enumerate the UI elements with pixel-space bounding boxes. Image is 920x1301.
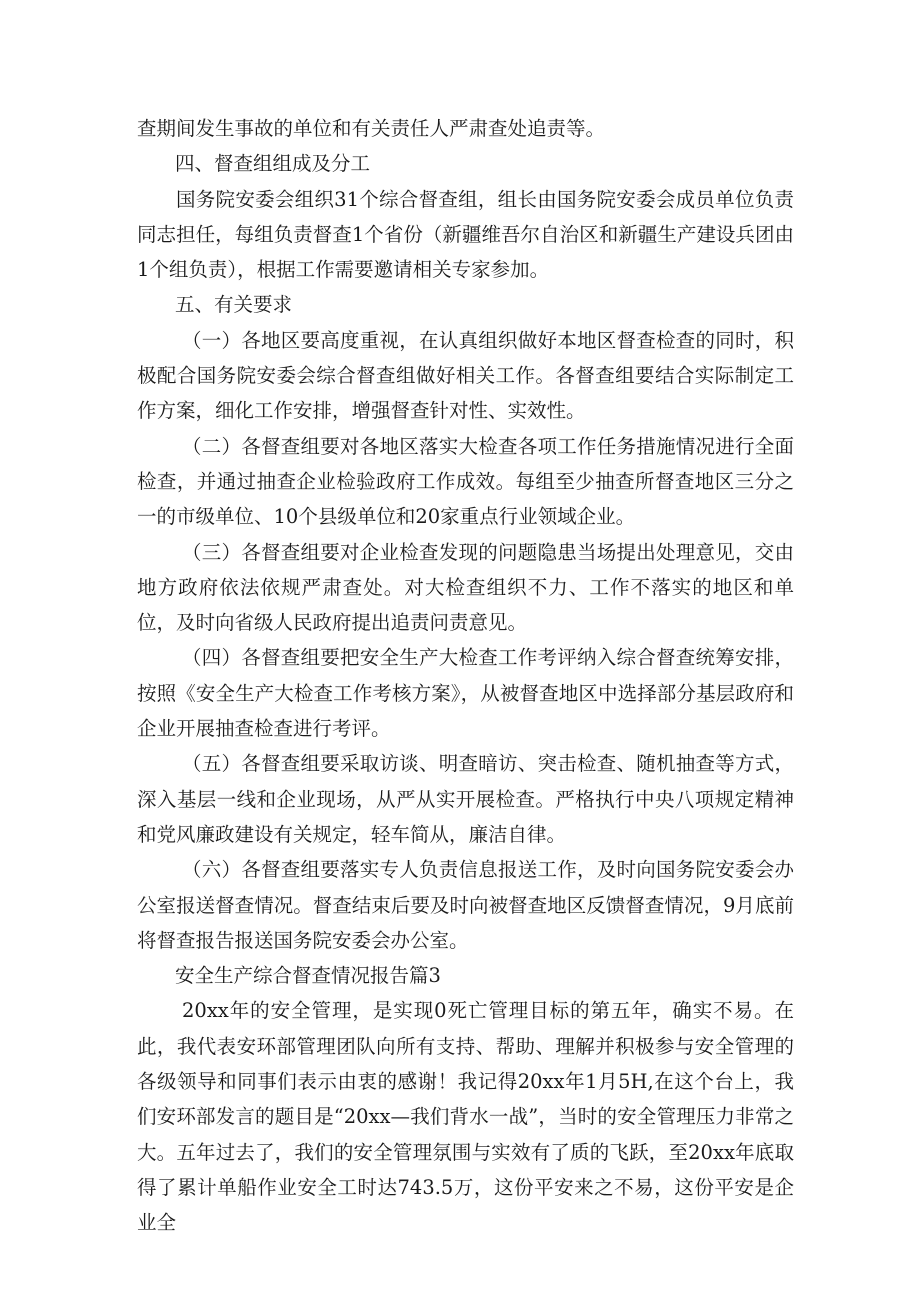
requirement-item-2: （二）各督查组要对各地区落实大检查各项工作任务措施情况进行全面检查，并通过抽查企业检验政府工作成效。每组至少抽查所督查地区三分之一的市级单位、10个县级单位和20家重点行业领域企业。 (137, 434, 794, 529)
section-heading-four: 四、督查组组成及分工 (175, 152, 371, 176)
requirement-item-5: （五）各督查组要采取访谈、明查暗访、突击检查、随机抽查等方式，深入基层一线和企业现场，从严从实开展检查。严格执行中央八项规定精神和党风廉政建设有关规定，轻车简从，廉洁自律。 (137, 752, 794, 846)
requirement-item-1: （一）各地区要高度重视，在认真组织做好本地区督查检查的同时，积极配合国务院安委会综合督查组做好相关工作。各督查组要结合实际制定工作方案，细化工作安排，增强督查针对性、实效性。 (137, 328, 794, 423)
report-section-title: 安全生产综合督查情况报告篇3 (175, 964, 441, 988)
paragraph-safety-management: 20xx年的安全管理，是实现0死亡管理目标的第五年，确实不易。在此，我代表安环部管理团队向所有支持、帮助、理解并积极参与安全管理的各级领导和同事们表示由衷的感谢！我记得20xx年1月5H,在这个台上，我们安环部发言的题目是“20xx—我们背水一战”，当时的安全管理压力非常之大。五年过去了，我们的安全管理氛围与实效有了质的飞跃，至20xx年底取得了累计单船作业安全工时达743.5万，这份平安来之不易，这份平安是企业全 (137, 999, 794, 1235)
requirement-item-3: （三）各督查组要对企业检查发现的问题隐患当场提出处理意见，交由地方政府依法依规严肃查处。对大检查组织不力、工作不落实的地区和单位，及时向省级人民政府提出追责问责意见。 (137, 540, 794, 635)
paragraph-inspection-groups: 国务院安委会组织31个综合督查组，组长由国务院安委会成员单位负责同志担任，每组负责督查1个省份（新疆维吾尔自治区和新疆生产建设兵团由1个组负责），根据工作需要邀请相关专家参加。 (137, 187, 794, 282)
requirement-item-4: （四）各督查组要把安全生产大检查工作考评纳入综合督查统筹安排，按照《安全生产大检查工作考核方案》，从被督查地区中选择部分基层政府和企业开展抽查检查进行考评。 (137, 646, 794, 741)
requirement-item-6: （六）各督查组要落实专人负责信息报送工作，及时向国务院安委会办公室报送督查情况。督查结束后要及时向被督查地区反馈督查情况，9月底前将督查报告报送国务院安委会办公室。 (137, 858, 794, 952)
paragraph-continuation: 查期间发生事故的单位和有关责任人严肃查处追责等。 (137, 117, 606, 140)
section-heading-five: 五、有关要求 (175, 293, 293, 317)
document-body (137, 111, 794, 1241)
